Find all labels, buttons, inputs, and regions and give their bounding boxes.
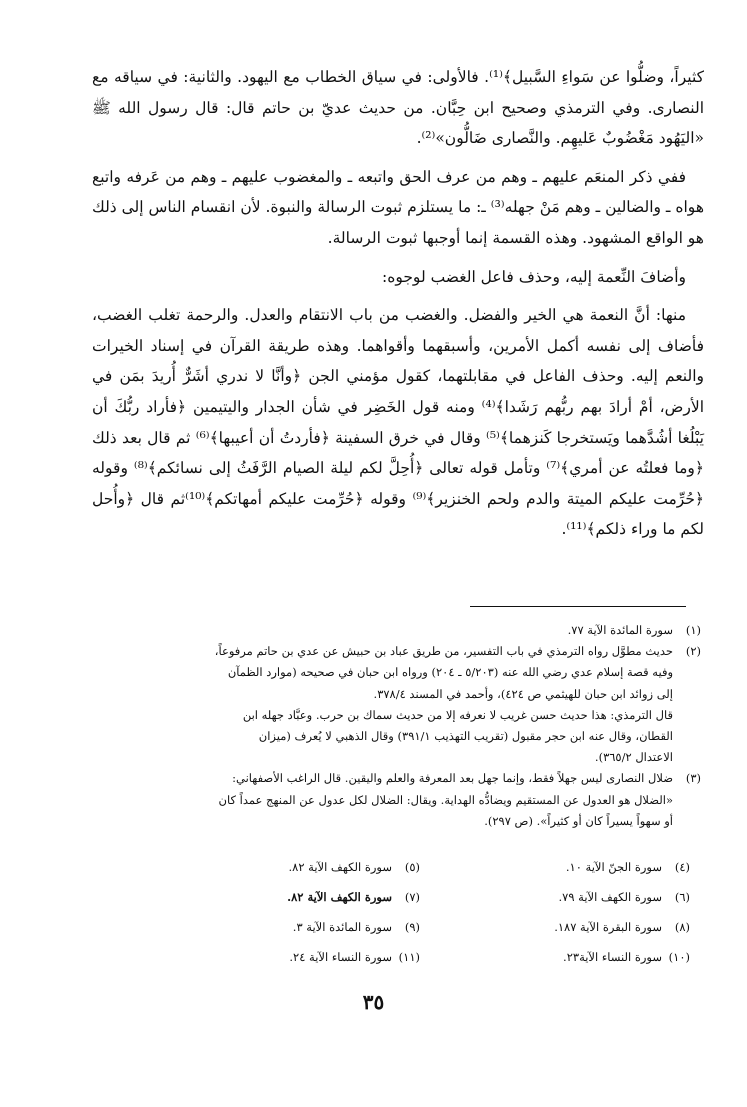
footnote-text: سورة الكهف الآية ٨٢. xyxy=(287,890,392,904)
footnote-line: القطان، وقال عنه ابن حجر مقبول (تقريب التهذيب ٣٩١/١) وقال الذهبي لا يُعرف (ميزان xyxy=(258,729,673,744)
footnote-number: (٥) xyxy=(404,860,420,874)
footnote-number: (١٠) xyxy=(668,950,690,964)
footnote-number: (٦) xyxy=(674,890,690,904)
footnote-text: سورة الكهف الآية ٨٢. xyxy=(288,860,392,874)
paragraph: منها: أنَّ النعمة هي الخير والفضل. والغضب من باب الانتقام والعدل. والرحمة تغلب الغضب، فأضاف إلى نفسه أكمل الأمرين، وأسبقهما وأقواهما. وهذه طريقة القرآن في إسناد الخيرات والنعم إليه. وحذف الفاعل في مقابلتهما، كقول مؤمني الجن ﴿وأنَّا لا ندري أشَرٌّ أُريدَ بمَن في الأرض، أمْ أرادَ بهم ربُّهم رَشَدا﴾⁽⁴⁾ ومنه قول الخَضِر في شأن الجدار واليتيمين ﴿فأراد ربُّكَ أن يَبْلُغا أشُدَّهما ويَستخرجا كَنزهما﴾⁽⁵⁾ وقال في خرق السفينة ﴿فأردتُ أن أعيبها﴾⁽⁶⁾ ثم قال بعد ذلك ﴿وما فعلتُه عن أمري﴾⁽⁷⁾ وتأمل قوله تعالى ﴿أُحِلَّ لكم ليلة الصيام الرَّفَثُ إلى نسائكم﴾⁽⁸⁾ وقوله ﴿حُرِّمت عليكم الميتة والدم ولحم الخنزير﴾⁽⁹⁾ وقوله ﴿حُرِّمت عليكم أمهاتكم﴾⁽¹⁰⁾ثم قال ﴿وأُحل لكم ما وراء ذلكم﴾⁽¹¹⁾. xyxy=(92,306,705,539)
footnote-line: أو سهواً يسيراً كان أو كثيراً». (ص ٢٩٧). xyxy=(484,813,673,828)
short-footnote xyxy=(420,942,690,972)
footnote-number: (٢) xyxy=(685,644,701,659)
footnote-line: حديث مطوَّل رواه الترمذي في باب التفسير، من طريق عباد بن حبيش عن عدي بن حاتم مرفوعاً، xyxy=(214,644,673,659)
short-footnote xyxy=(150,942,420,972)
paragraph: ففي ذكر المنعَم عليهم ـ وهم من عرف الحق واتبعه ـ والمغضوب عليهم ـ وهم من عَرفه واتبع هواه ـ والضالين ـ وهم مَنْ جهله⁽³⁾ ـ: ما يستلزم ثبوت الرسالة والنبوة. لأن انقسام الناس إلى ذلك هو الواقع المشهود. وهذه القسمة إنما أوجبها ثبوت الرسالة. xyxy=(92,167,704,247)
short-footnote xyxy=(150,882,420,912)
footnote-number: (٩) xyxy=(404,920,420,934)
footnote-number: (٣) xyxy=(685,771,701,786)
footnotes xyxy=(80,620,701,832)
main-text xyxy=(92,62,704,553)
footnote-line: الاعتدال ٣٦٥/٢). xyxy=(594,750,673,765)
footnote-text: سورة النساء الآية ٢٤. xyxy=(289,950,392,964)
footnote-number: (١١) xyxy=(398,950,420,964)
footnote-text: سورة النساء الآية٢٣. xyxy=(563,950,662,964)
footnote-text: سورة الجنّ الآية ١٠. xyxy=(565,860,662,874)
footnote-line: ضلال النصارى ليس جهلاً فقط، وإنما جهل بعد المعرفة والعلم واليقين. قال الراغب الأصفهاني: xyxy=(232,771,673,786)
footnote-number: (١) xyxy=(685,623,701,637)
footnote-text: سورة البقرة الآية ١٨٧. xyxy=(554,920,662,934)
page-number: ٣٥ xyxy=(362,990,385,1014)
footnote-number: (٨) xyxy=(674,920,690,934)
footnote-line: «الضلال هو العدول عن المستقيم ويضادُّه الهداية. ويقال: الضلال لكل عدول عن المنهج عمداً كان xyxy=(218,792,673,807)
short-footnote xyxy=(420,912,690,942)
footnote-separator xyxy=(470,606,686,607)
footnote xyxy=(80,641,701,768)
footnote-line: إلى زوائد ابن حبان للهيثمي ص ٤٢٤)، وأحمد في المسند ٣٧٨/٤. xyxy=(373,686,673,701)
paragraph: كثيراً، وضلُّوا عن سَواءِ السَّبيل﴾⁽¹⁾. فالأولى: في سياق الخطاب مع اليهود. والثانية: في سياقه مع النصارى. وفي الترمذي وصحيح ابن حِبَّان. من حديث عديّ بن حاتم قال: قال رسول الله ﷺ «اليَهُود مَغْضُوبٌ عَليهِم. والنَّصارى ضَالُّون»⁽²⁾. xyxy=(92,68,704,148)
short-footnote xyxy=(150,852,420,882)
footnote-line: سورة المائدة الآية ٧٧. xyxy=(567,623,673,637)
short-footnote xyxy=(420,882,690,912)
footnote-number: (٧) xyxy=(404,890,420,904)
footnote-line: قال الترمذي: هذا حديث حسن غريب لا نعرفه إلا من حديث سماك بن حرب. وعبَّاد جهله ابن xyxy=(242,707,673,722)
footnote xyxy=(80,620,701,641)
footnote-text: سورة الكهف الآية ٧٩. xyxy=(558,890,662,904)
short-footnotes xyxy=(150,852,690,972)
footnote-number: (٤) xyxy=(674,860,690,874)
footnote-text: سورة المائدة الآية ٣. xyxy=(292,920,392,934)
paragraph: وأضافَ النِّعمة إليه، وحذف فاعل الغضب لوجوه: xyxy=(382,267,686,286)
footnote-line: وفيه قصة إسلام عدي رضي الله عنه (٥/٢٠٣ ـ ٢٠٤) ورواه ابن حبان في صحيحه (موارد الظمآن xyxy=(227,665,673,680)
short-footnote xyxy=(420,852,690,882)
footnote xyxy=(80,768,701,832)
short-footnote xyxy=(150,912,420,942)
